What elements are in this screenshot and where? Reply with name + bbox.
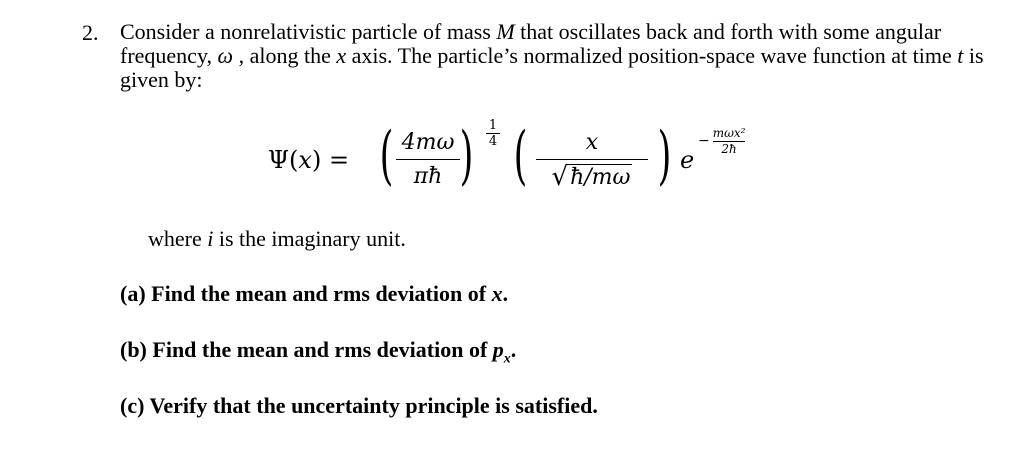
problem-number: 2.: [82, 20, 99, 45]
part-a: (a) Find the mean and rms deviation of x.: [120, 281, 509, 306]
position-fraction: x √ ħ/mω: [536, 130, 648, 191]
intro-text: that oscillates back and forth with some angular frequency,: [120, 19, 942, 68]
intro-text: axis. The particle’s normalized position-space wave function at time: [346, 43, 958, 68]
quarter-power: $\frac{1}{4}$: [486, 118, 500, 149]
time-symbol: t: [957, 43, 964, 68]
euler-e: e: [680, 146, 695, 174]
where-clause: where i is the imaginary unit.: [148, 226, 406, 251]
left-paren: (: [379, 119, 394, 193]
wavefunction-equation: [268, 118, 788, 218]
intro-text: is given by:: [120, 43, 984, 92]
exponent: − $\frac{\text{mωx²}}{2ħ}$: [698, 126, 746, 156]
normalization-fraction: $\frac{4m\omega}{\pi ħ}$: [396, 130, 460, 189]
axis-symbol: x: [336, 43, 347, 68]
mass-symbol: M: [496, 19, 515, 44]
imaginary-symbol: i: [207, 226, 214, 251]
part-b: (b) Find the mean and rms deviation of $p_x$.: [120, 337, 517, 367]
part-c: (c) Verify that the uncertainty principle is satisfied.: [120, 393, 598, 418]
omega-symbol: ω: [217, 43, 234, 68]
intro-text: Consider a nonrelativistic particle of mass: [120, 19, 497, 44]
problem-statement: [120, 20, 1010, 92]
equation-lhs: Ψ(x) =: [268, 146, 350, 174]
left-paren: (: [513, 119, 528, 193]
right-paren: ): [459, 119, 474, 193]
square-root: √ ħ/mω: [551, 162, 631, 192]
intro-text: , along the: [233, 43, 337, 68]
right-paren: ): [657, 119, 672, 193]
